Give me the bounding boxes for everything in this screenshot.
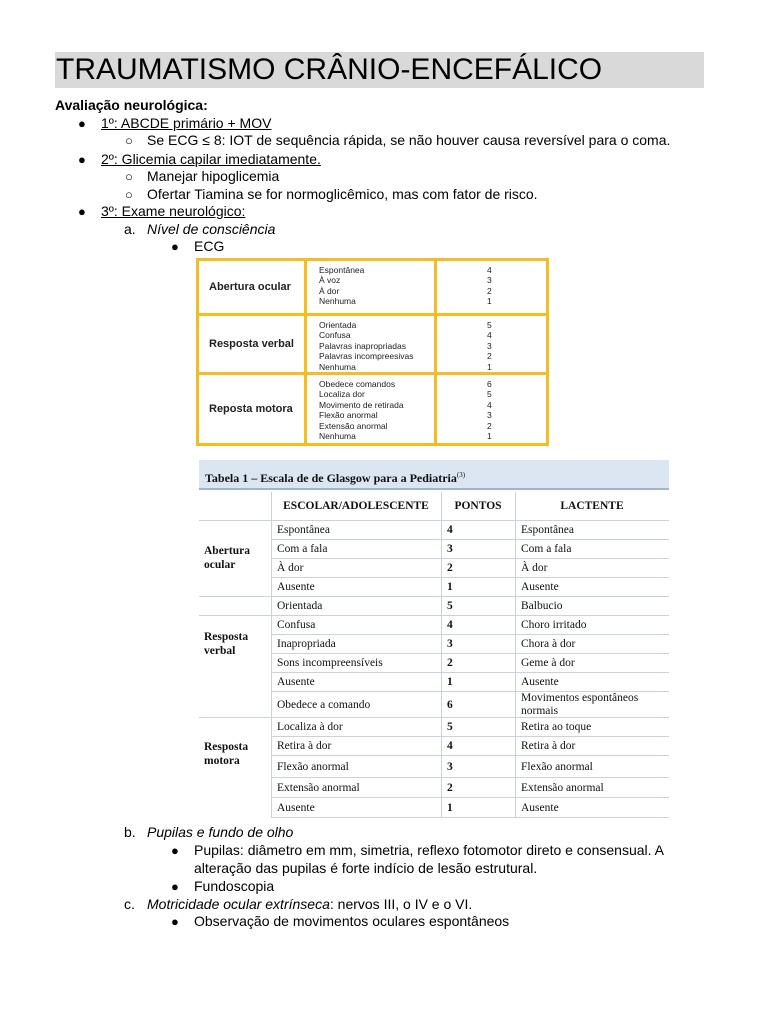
cell-points: 1 <box>447 676 453 688</box>
list-marker-b: b. <box>124 824 136 840</box>
group-verbal <box>204 630 264 658</box>
ecg-point: 4 <box>487 265 492 275</box>
cell-points: 3 <box>447 761 453 773</box>
cell-points: 2 <box>447 657 453 669</box>
circle-bullet-icon: ○ <box>125 133 133 148</box>
row-divider <box>271 817 669 818</box>
step-3: 3º: Exame neurológico: <box>101 203 246 219</box>
ecg-points <box>437 261 546 313</box>
header-infant: LACTENTE <box>560 500 624 512</box>
cell-infant: Choro irritado <box>521 619 587 631</box>
row-divider <box>271 634 669 635</box>
group-eye-label: Abertura ocular <box>204 545 250 571</box>
circle-bullet-icon: ○ <box>125 169 133 184</box>
row-divider <box>271 596 669 597</box>
cell-infant: Ausente <box>521 676 559 688</box>
cell-school: Sons incompreensíveis <box>277 657 383 669</box>
circle-bullet-icon: ○ <box>125 187 133 202</box>
step-2-detail-1: Manejar hipoglicemia <box>147 168 280 184</box>
column-divider <box>271 492 272 818</box>
ecg-point: 4 <box>487 330 492 341</box>
pupils-detail-line-2: alteração das pupilas é forte indício de lesão estrutural. <box>194 860 538 876</box>
cell-points: 2 <box>447 782 453 794</box>
bullet-icon: ● <box>171 879 179 894</box>
cell-points: 1 <box>447 802 453 814</box>
cell-infant: Balbucio <box>521 600 563 612</box>
cell-infant: Ausente <box>521 802 559 814</box>
ecg-point: 1 <box>487 296 492 307</box>
ecg-item: Palavras inapropriadas <box>319 340 406 351</box>
ecg-point: 2 <box>487 351 492 362</box>
ecg-category: Reposta motora <box>199 375 307 443</box>
pupils-detail-line-1: Pupilas: diâmetro em mm, simetria, reflexo fotomotor direto e consensual. A <box>194 842 664 858</box>
bullet-icon: ● <box>78 116 86 131</box>
group-divider <box>199 596 271 597</box>
row-divider <box>271 736 669 737</box>
list-marker-c: c. <box>124 896 135 912</box>
step-1: 1º: ABCDE primário + MOV <box>101 115 272 131</box>
ecg-point: 2 <box>487 285 492 296</box>
ecg-item: Espontânea <box>319 265 365 275</box>
ecg-item: Nenhuma <box>319 361 356 372</box>
cell-school: Ausente <box>277 676 315 688</box>
cell-school: À dor <box>277 562 304 574</box>
row-divider <box>271 558 669 559</box>
ocular-motility-label: Motricidade ocular extrínseca <box>147 896 330 912</box>
ecg-point: 5 <box>487 389 492 400</box>
cell-infant: Espontânea <box>521 524 575 536</box>
table-caption <box>199 460 669 490</box>
ecg-point: 3 <box>487 275 492 286</box>
cell-points: 4 <box>447 740 453 752</box>
cell-infant: Chora à dor <box>521 638 576 650</box>
cell-infant: Movimentos espontâneos normais <box>521 692 639 717</box>
step-1-detail: Se ECG ≤ 8: IOT de sequência rápida, se não houver causa reversível para o coma. <box>147 132 671 148</box>
column-divider <box>515 492 516 818</box>
ecg-row-motor <box>199 372 546 443</box>
pediatric-glasgow-table <box>199 460 669 818</box>
cell-infant: Retira à dor <box>521 740 576 752</box>
cell-school: Confusa <box>277 619 316 631</box>
cell-school: Retira à dor <box>277 740 332 752</box>
ecg-category: Abertura ocular <box>199 261 307 313</box>
ecg-item: Palavras incompreesivas <box>319 351 414 362</box>
ecg-point: 6 <box>487 379 492 389</box>
list-marker-a: a. <box>124 221 136 237</box>
cell-school: Orientada <box>277 600 323 612</box>
group-motor-label: Resposta motora <box>204 741 249 767</box>
cell-points: 1 <box>447 581 453 593</box>
bullet-icon: ● <box>171 239 179 254</box>
ecg-point: 2 <box>487 420 492 431</box>
cell-points: 4 <box>447 619 453 631</box>
header-points: PONTOS <box>454 500 502 512</box>
cell-infant: Flexão anormal <box>521 761 593 773</box>
ecg-item: Obedece comandos <box>319 379 396 389</box>
ecg-items <box>307 261 437 313</box>
row-divider <box>271 797 669 798</box>
cell-infant: Extensão anormal <box>521 782 604 794</box>
ocular-motility-nerves: : nervos III, o IV e o VI. <box>329 896 473 912</box>
ecg-row-eye <box>199 261 546 313</box>
row-divider <box>271 539 669 540</box>
column-divider <box>441 492 442 818</box>
cell-school: Inapropriada <box>277 638 336 650</box>
cell-points: 3 <box>447 638 453 650</box>
group-eye <box>204 544 268 572</box>
row-divider <box>199 615 669 616</box>
row-divider <box>271 653 669 654</box>
caption-ref: (3) <box>456 471 466 479</box>
step-2: 2º: Glicemia capilar imediatamente. <box>101 151 321 167</box>
ecg-point: 5 <box>487 320 492 330</box>
cell-infant: Com a fala <box>521 543 572 555</box>
cell-infant: Ausente <box>521 581 559 593</box>
page-title: TRAUMATISMO CRÂNIO-ENCEFÁLICO <box>55 52 704 88</box>
cell-school: Ausente <box>277 581 315 593</box>
ecg-item: À voz <box>319 275 341 286</box>
ecg-point: 3 <box>487 410 492 421</box>
row-divider <box>271 755 669 756</box>
ecg-item: Localiza dor <box>319 389 365 400</box>
cell-points: 5 <box>447 721 453 733</box>
ecg-point: 1 <box>487 431 492 442</box>
ecg-points <box>437 375 546 443</box>
group-motor <box>204 740 264 768</box>
ecg-items <box>307 375 437 443</box>
ecg-point: 1 <box>487 361 492 372</box>
ecg-item: Nenhuma <box>319 431 356 442</box>
cell-school: Localiza à dor <box>277 721 343 733</box>
row-divider <box>271 672 669 673</box>
bullet-icon: ● <box>171 843 179 858</box>
ecg-item: Flexão anormal <box>319 410 378 421</box>
cell-points: 5 <box>447 600 453 612</box>
step-2-detail-2: Ofertar Tiamina se for normoglicêmico, mas com fator de risco. <box>147 186 538 202</box>
group-verbal-label: Resposta verbal <box>204 631 249 657</box>
ecg-item: Movimento de retirada <box>319 399 404 410</box>
caption-text: Tabela 1 – Escala de de Glasgow para a Pediatria <box>205 471 457 485</box>
header-divider <box>199 520 669 521</box>
ocular-motility <box>147 896 472 913</box>
cell-points: 3 <box>447 543 453 555</box>
ecg-point: 3 <box>487 340 492 351</box>
row-divider <box>271 777 669 778</box>
cell-infant: Geme à dor <box>521 657 575 669</box>
ecg-item: Confusa <box>319 330 351 341</box>
consciousness-level: Nível de consciência <box>147 221 276 237</box>
ecg-items <box>307 316 437 372</box>
ecg-row-verbal <box>199 313 546 372</box>
group-divider <box>199 717 271 718</box>
section-heading: Avaliação neurológica: <box>55 97 208 113</box>
cell-school: Com a fala <box>277 543 328 555</box>
bullet-icon: ● <box>78 152 86 167</box>
pupils-heading: Pupilas e fundo de olho <box>147 824 294 840</box>
cell-points: 2 <box>447 562 453 574</box>
fundoscopy: Fundoscopia <box>194 878 275 894</box>
ocular-movement-observation: Observação de movimentos oculares espontâneos <box>194 913 510 929</box>
ecg-points <box>437 316 546 372</box>
cell-school: Extensão anormal <box>277 782 360 794</box>
cell-points: 4 <box>447 524 453 536</box>
cell-school: Flexão anormal <box>277 761 349 773</box>
cell-school: Espontânea <box>277 524 331 536</box>
cell-points: 6 <box>447 699 453 711</box>
ecg-table <box>196 258 549 446</box>
ecg-item: Orientada <box>319 320 357 330</box>
cell-infant: À dor <box>521 562 548 574</box>
cell-school: Obedece a comando <box>277 699 371 711</box>
cell-school: Ausente <box>277 802 315 814</box>
header-school: ESCOLAR/ADOLESCENTE <box>283 500 429 512</box>
cell-infant: Retira ao toque <box>521 721 592 733</box>
row-divider <box>271 577 669 578</box>
bullet-icon: ● <box>78 204 86 219</box>
ecg-item: À dor <box>319 285 340 296</box>
ecg-point: 4 <box>487 399 492 410</box>
ecg-category: Resposta verbal <box>199 316 307 372</box>
ecg-item: Extensão anormal <box>319 420 388 431</box>
bullet-icon: ● <box>171 914 179 929</box>
ecg-item: Nenhuma <box>319 296 356 307</box>
ecg-label: ECG <box>194 238 225 254</box>
